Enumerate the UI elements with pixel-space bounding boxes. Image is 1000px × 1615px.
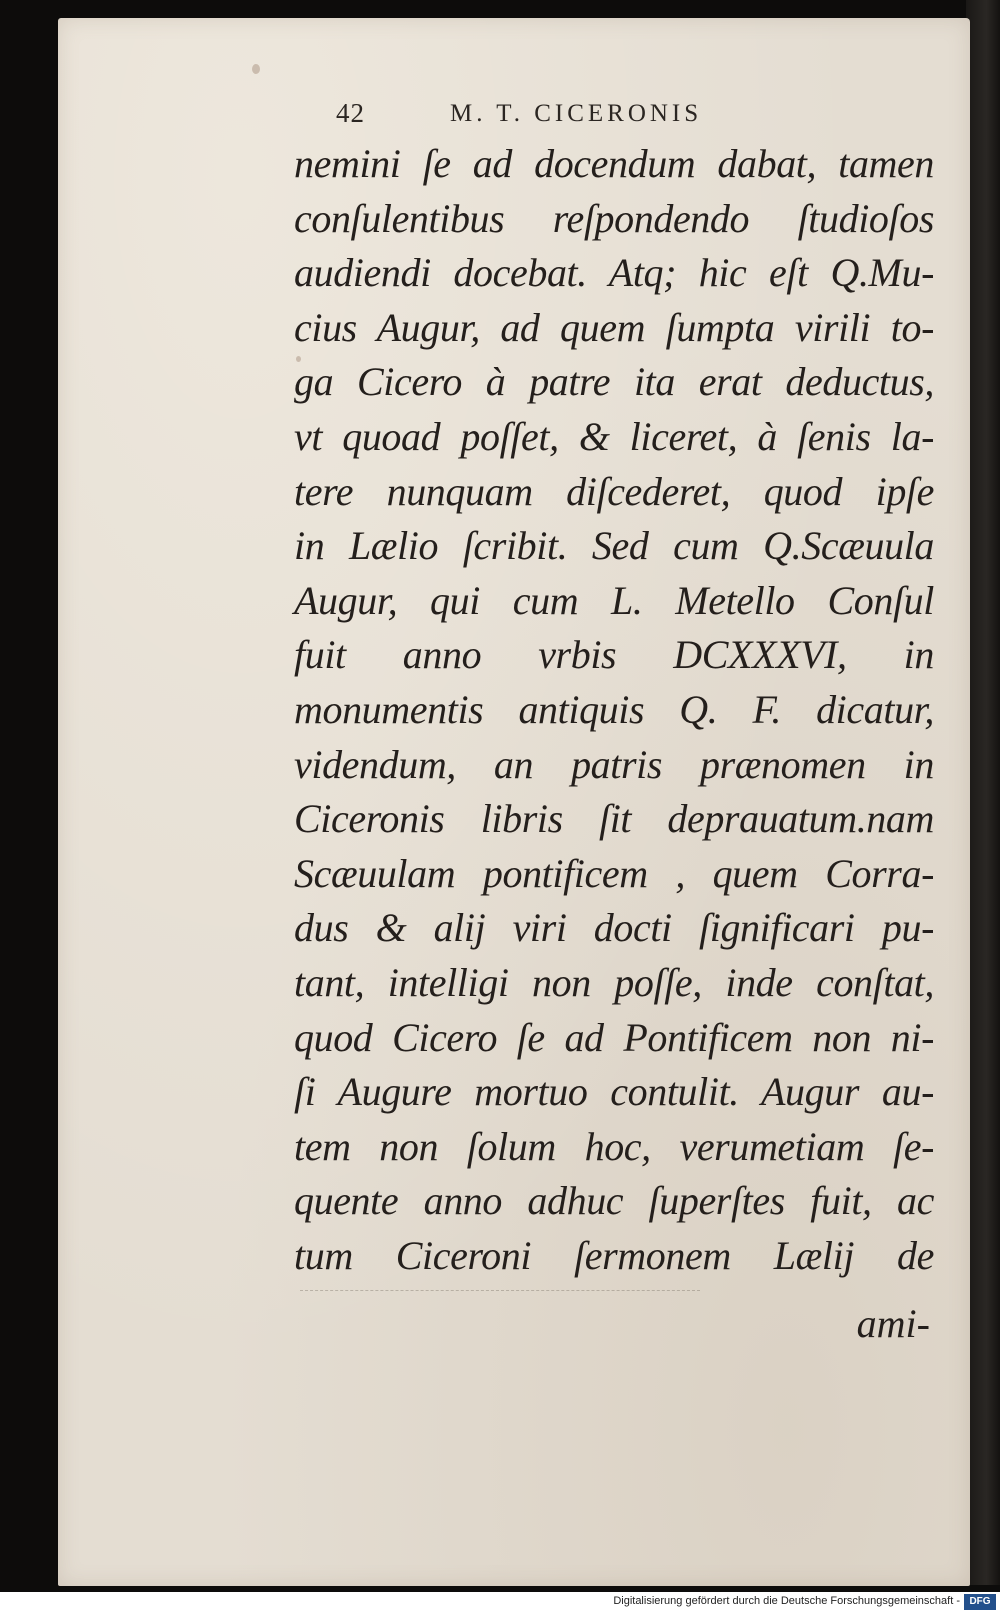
text-line: ga Cicero à patre ita erat deductus, [294,359,934,405]
footer-credit: Digitalisierung gefördert durch die Deutsche Forschungsgemeinschaft - [613,1595,960,1607]
ink-spot [252,64,260,74]
text-line: videndum, an patris prænomen in [294,741,934,787]
text-line: cius Augur, ad quem ſumpta virili to- [294,304,934,350]
catchword: ami- [856,1301,930,1346]
text-line: quente anno adhuc ſuperſtes fuit, ac [294,1178,934,1224]
text-line: quod Cicero ſe ad Pontificem non ni- [294,1014,934,1060]
text-line: vt quoad poſſet, & liceret, à ſenis la- [294,413,934,459]
text-line: audiendi docebat. Atq; hic eſt Q.Mu- [294,250,934,296]
faint-rule [300,1290,700,1292]
text-line: tem non ſolum hoc, verumetiam ſe- [294,1123,934,1169]
text-line: tant, intelligi non poſſe, inde conſtat, [294,959,934,1005]
text-line: nemini ſe ad docendum dabat, tamen [294,141,934,186]
footer-bar [0,1592,1000,1615]
text-line: dus & alij viri docti ſignificari pu- [294,905,934,951]
text-line: conſulentibus reſpondendo ſtudioſos [294,195,934,241]
text-line: tere nunquam diſcederet, quod ipſe [294,468,934,514]
text-line: Ciceronis libris ſit deprauatum.nam [294,796,934,842]
text-line: ſi Augure mortuo contulit. Augur au- [294,1069,934,1115]
book-edge [966,0,1000,1585]
text-line: in Lælio ſcribit. Sed cum Q.Scæuula [294,523,934,569]
page-number: 42 [336,98,365,128]
text-line: Augur, qui cum L. Metello Conſul [294,577,934,623]
text-line: fuit anno vrbis DCXXXVI, in [294,632,934,678]
text-line: tum Ciceroni ſermonem Lælij de [294,1232,934,1278]
text-line: Scæuulam pontificem , quem Corra- [294,850,934,896]
running-title: M. T. CICERONIS [450,100,703,127]
body-text [294,137,934,1283]
text-line: monumentis antiquis Q. F. dicatur, [294,686,934,732]
page-header [300,98,940,134]
dfg-logo: DFG [964,1594,996,1610]
